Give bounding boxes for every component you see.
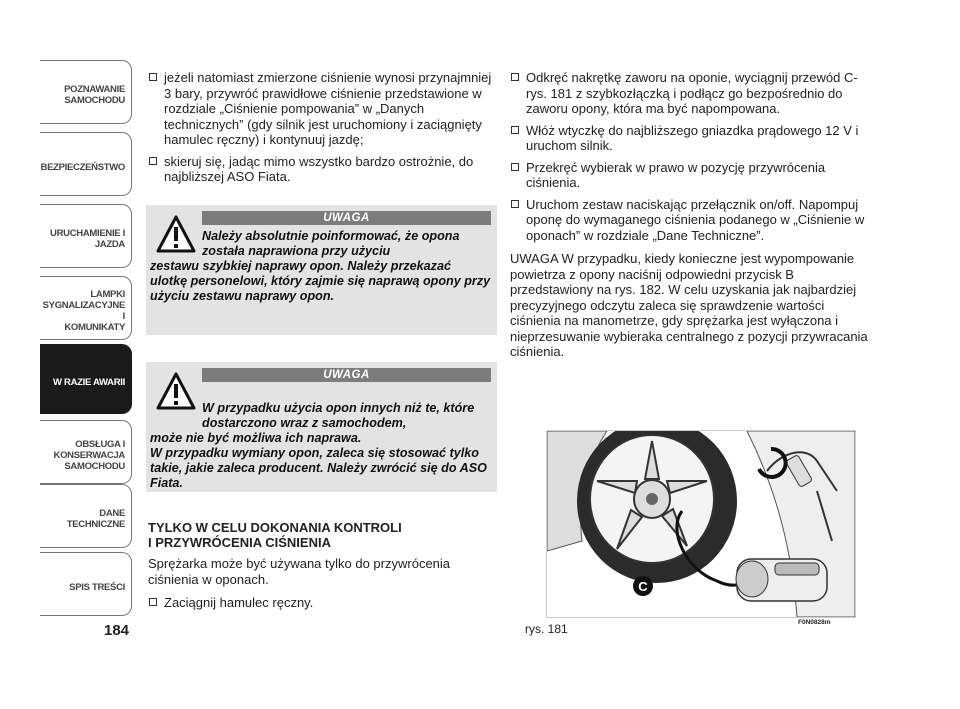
tab-bezpieczenstwo[interactable]: BEZPIECZEŃSTWO (40, 132, 132, 196)
section-heading: TYLKO W CELU DOKONANIA KONTROLI I PRZYWRÓCENIA CIŚNIENIA (148, 520, 402, 550)
figure-caption: rys. 181 (525, 622, 568, 636)
figure-code: F0N0828m (798, 619, 831, 626)
warning-text: W przypadku użycia opon innych niż te, które dostarczono wraz z samochodem, może nie być możliwa ich naprawa. W przypadku wymiany opon, zaleca się stosować tylko takie, jakie zaleca producent. Należy zwrócić się do ASO Fiata. (150, 401, 487, 490)
list-item: Odkręć nakrętkę zaworu na oponie, wyciągnij przewód C-rys. 181 z szybkozłączką i podłącz go bezpośrednio do zaworu opony, która ma być napompowana. (510, 70, 870, 117)
page-number: 184 (104, 622, 130, 639)
section-pressure (148, 520, 498, 617)
warning-title: UWAGA (202, 368, 491, 382)
list-item: jeżeli natomiast zmierzone ciśnienie wynosi przynajmniej 3 bary, przywróć prawidłowe ciśnienie przedstawione w rozdziale „Ciśnienie pompowania” w „Danych technicznych” (gdy silnik jest uruchomiony i zaciągnięty hamulec ręczny) i kontynuuj jazdę; (148, 70, 498, 148)
paragraph: Sprężarka może być używana tylko do przywrócenia ciśnienia w oponach. (148, 556, 451, 587)
list-item: skieruj się, jadąc mimo wszystko bardzo ostrożnie, do najbliższej ASO Fiata. (148, 154, 498, 185)
warning-box (146, 205, 497, 335)
warning-title: UWAGA (202, 211, 491, 225)
list-item: Włóż wtyczkę do najbliższego gniazdka prądowego 12 V i uruchom silnik. (510, 123, 870, 154)
column-left (148, 70, 498, 191)
warning-box (146, 362, 497, 492)
tab-lampki-sygnalizacyjne[interactable]: LAMPKI SYGNALIZACYJNE I KOMUNIKATY (40, 276, 132, 340)
list-item: Uruchom zestaw naciskając przełącznik on/off. Napompuj oponę do wymaganego ciśnienia podanego w „Ciśnienie w oponach” w rozdziale „Dane Techniczne”. (510, 197, 870, 244)
tab-obsluga-konserwacja[interactable]: OBSŁUGA I KONSERWACJA SAMOCHODU (40, 420, 132, 484)
tyre-illustration (547, 431, 855, 617)
warning-text: Należy absolutnie poinformować, że opona została naprawiona przy użyciu zestawu szybkiej naprawy opon. Należy przekazać ulotkę personelowi, który zajmie się naprawą opony przy użyciu zestawu naprawy opon. (150, 229, 491, 303)
tab-poznawanie-samochodu[interactable]: POZNAWANIE SAMOCHODU (40, 60, 132, 124)
list-item: Zaciągnij hamulec ręczny. (148, 595, 498, 611)
tab-uruchamienie-jazda[interactable]: URUCHAMIENIE I JAZDA (40, 204, 132, 268)
tab-w-razie-awarii[interactable]: W RAZIE AWARII (40, 344, 132, 414)
figure-tyre-compressor (546, 430, 856, 618)
callout-c-label: C (638, 579, 648, 594)
list-item: Przekręć wybierak w prawo w pozycję przywrócenia ciśnienia. (510, 160, 870, 191)
tab-dane-techniczne[interactable]: DANE TECHNICZNE (40, 484, 132, 548)
column-right (510, 70, 870, 360)
paragraph: UWAGA W przypadku, kiedy konieczne jest wypompowanie powietrza z opony naciśnij odpowiedni przycisk B przedstawiony na rys. 182. W celu uzyskania jak najbardziej precyzyjnego odczytu zaleca się sprawdzenie wartości ciśnienia na manometrze, gdy sprężarka jest wyłączona i nieprzesuwanie wybieraka centralnego z pozycji przywracania ciśnienia. (510, 251, 868, 359)
tab-spis-tresci[interactable]: SPIS TREŚCI (40, 552, 132, 616)
